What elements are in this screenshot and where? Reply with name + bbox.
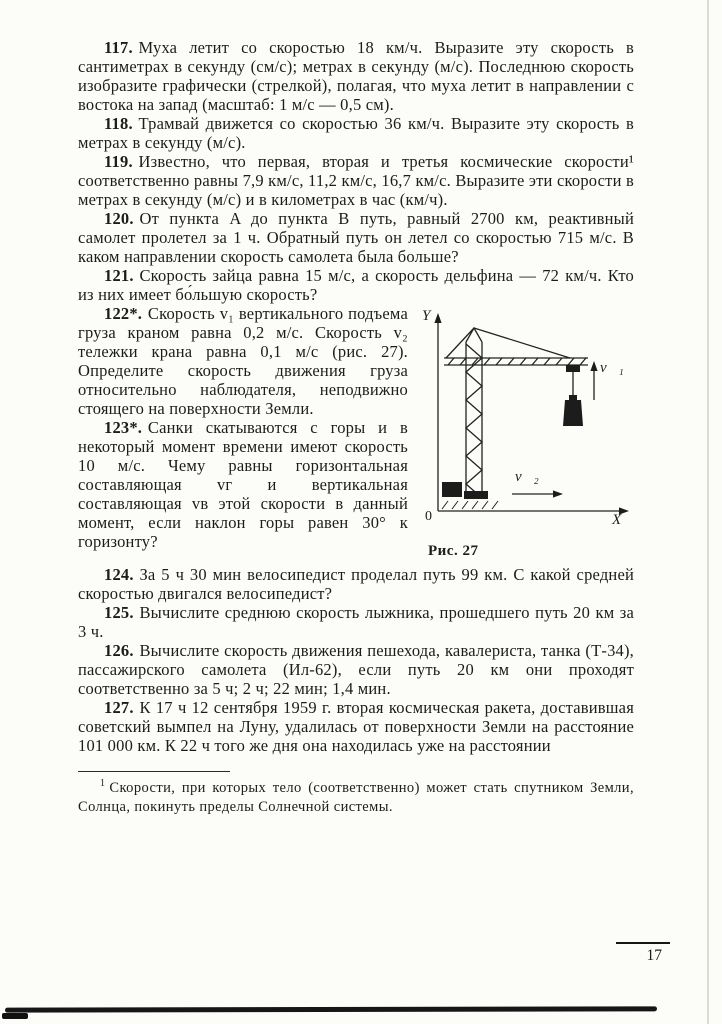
page-number: 17	[646, 947, 662, 964]
problem-119-number: 119.	[104, 152, 133, 171]
figure-axis-y-label: Y	[422, 308, 431, 324]
problem-126	[78, 641, 634, 698]
figure-v1-vector-label: v⃗₁	[600, 360, 624, 376]
problem-125-number: 125.	[104, 603, 134, 622]
problem-124-text: За 5 ч 30 мин велосипедист проделал путь 99 км. С какой средней скоростью двигался велосипедист?	[78, 565, 634, 603]
problem-121-number: 121.	[104, 266, 134, 285]
problem-118-text: Трамвай движется со скоростью 36 км/ч. Выразите эту скорость в метрах в секунду (м/с).	[78, 114, 634, 152]
problem-117-number: 117.	[104, 38, 133, 57]
scan-edge-artifact-right	[707, 0, 709, 1024]
problem-120-number: 120.	[104, 209, 134, 228]
footnote-divider	[78, 771, 230, 772]
figure-origin-label: 0	[425, 509, 433, 524]
footnote	[78, 779, 634, 817]
problem-118-number: 118.	[104, 114, 133, 133]
problem-117-text: Муха летит со скоростью 18 км/ч. Выразите эту скорость в сантиметрах в секунду (см/с); метрах в секунду (м/с). Последнюю скорость изобразите графически (стрелкой), полагая, что муха летит в направлении с востока на запад (масштаб: 1 м/с — 0,5 см).	[78, 38, 634, 114]
problem-119-text: Известно, что первая, вторая и третья космические скорости¹ соответственно равны 7,9 км/с, 11,2 км/с, 16,7 км/с. Выразите эти скорости в метрах в секунду (м/с) и в километрах в час (км/ч).	[78, 152, 634, 209]
problem-126-text: Вычислите скорость движения пешехода, кавалериста, танка (Т-34), пассажирского самолета (Ил-62), если путь 20 км они проходят соответственно за 5 ч; 2 ч; 22 мин; 1,4 мин.	[78, 641, 634, 698]
footnote-marker: 1	[100, 778, 106, 790]
figure-caption: Рис. 27	[428, 543, 479, 559]
figure-axis-x-label: X	[612, 512, 622, 528]
problem-127-number: 127.	[104, 698, 134, 717]
problem-124	[78, 565, 634, 603]
crane-illustration	[422, 306, 634, 538]
problem-127	[78, 698, 634, 755]
crane-drawing	[422, 306, 634, 538]
problem-120-text: От пункта A до пункта B путь, равный 2700 км, реактивный самолет пролетел за 1 ч. Обратный путь он летел со скоростью 715 м/с. В каком направлении скорость самолета была больше?	[78, 209, 634, 266]
problem-122-text: Скорость v₁ вертикального подъема груза краном равна 0,2 м/с. Скорость v₂ тележки крана равна 0,1 м/с (рис. 27). Определите скорость движения груза относительно наблюдателя, неподвижно стоящего на поверхности Земли.	[78, 304, 408, 418]
problem-119	[78, 152, 634, 209]
problem-122-number: 122*.	[104, 304, 143, 323]
problem-117	[78, 38, 634, 114]
problem-124-number: 124.	[104, 565, 134, 584]
problem-120	[78, 209, 634, 266]
figure-v2-vector-label: v⃗₂	[515, 469, 539, 485]
problem-121	[78, 266, 634, 304]
page-content	[78, 38, 634, 817]
footnote-text: Скорости, при которых тело (соответственно) может стать спутником Земли, Солнца, покинуть пределы Солнечной системы.	[78, 780, 634, 815]
problem-123-text: Санки скатываются с горы и в некоторый момент времени имеют скорость 10 м/с. Чему равны горизонтальная составляющая vг и вертикальная составляющая vв этой скорости в данный момент, если наклон горы равен 30° к горизонту?	[78, 418, 408, 551]
problem-125-text: Вычислите среднюю скорость лыжника, прошедшего путь 20 км за 3 ч.	[78, 603, 634, 641]
problem-127-text: К 17 ч 12 сентября 1959 г. вторая космическая ракета, доставившая советский вымпел на Луну, удалилась от поверхности Земли на расстояние 101 000 км. К 22 ч того же дня она находилась уже на расстоянии	[78, 698, 634, 755]
problems-with-figure	[78, 304, 634, 565]
page-number-block	[616, 942, 670, 965]
scan-edge-artifact-bottom	[5, 1006, 657, 1012]
figure-27	[422, 306, 634, 561]
scan-edge-artifact-corner	[2, 1013, 28, 1019]
problem-121-text: Скорость зайца равна 15 м/с, а скорость дельфина — 72 км/ч. Кто из них имеет бо́льшую скорость?	[78, 266, 634, 304]
problem-123-number: 123*.	[104, 418, 143, 437]
problem-126-number: 126.	[104, 641, 134, 660]
problem-125	[78, 603, 634, 641]
problem-118	[78, 114, 634, 152]
